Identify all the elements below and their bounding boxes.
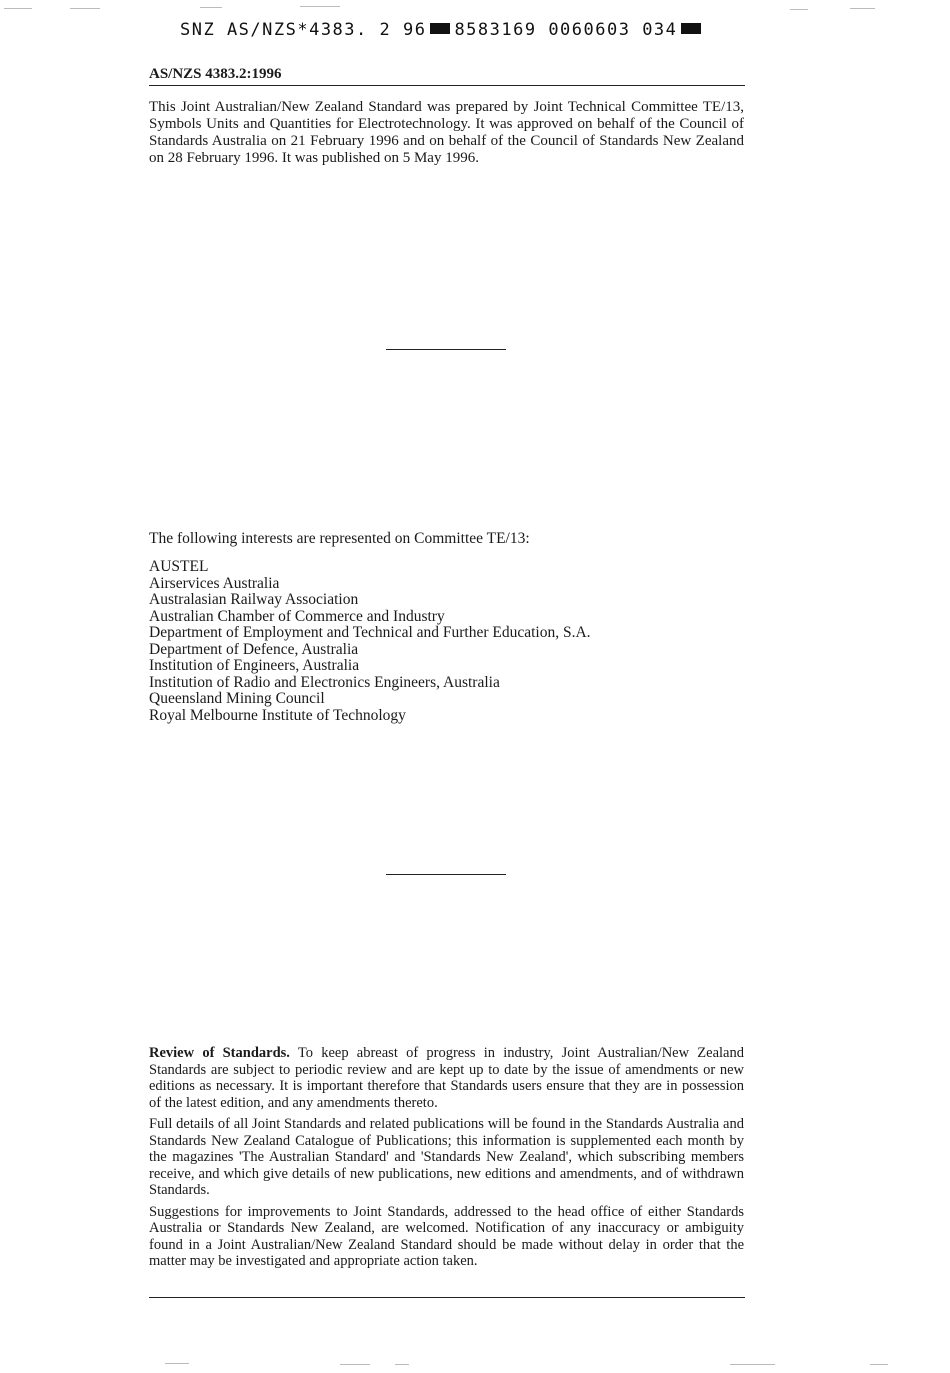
section-divider-2 (386, 874, 506, 875)
document-id: AS/NZS 4383.2:1996 (149, 66, 282, 82)
scan-code-header (180, 20, 705, 40)
interest-item: Royal Melbourne Institute of Technology (149, 706, 406, 724)
interest-item: AUSTEL (149, 558, 209, 575)
interest-item: Institution of Radio and Electronics Engineers, Australia (149, 673, 500, 691)
interest-item: Australian Chamber of Commerce and Industry (149, 607, 445, 625)
header-rule (149, 85, 745, 86)
review-paragraph-1 (149, 1045, 744, 1111)
interest-item: Australasian Railway Association (149, 591, 359, 608)
section-divider-1 (386, 349, 506, 350)
interest-item: Department of Employment and Technical and Further Education, S.A. (149, 624, 591, 641)
scan-code-part1: SNZ AS/NZS*4383. 2 96 (180, 20, 427, 40)
review-paragraph-2: Full details of all Joint Standards and related publications will be found in the Standards Australia and Standards New Zealand Catalogue of Publications; this information is supplemented each month by the magazines 'The Australian Standard' and 'Standards New Zealand', which subscribing members receive, and which give details of new publications, new editions and amendments, and of withdrawn Standards. (149, 1116, 744, 1198)
scan-block-mark-end (681, 23, 701, 34)
review-text-1: To keep abreast of progress in industry, Joint Australian/New Zealand Standards are subject to periodic review and are kept up to date by the issue of amendments or new editions as necessary. It is important therefore that Standards users ensure that they are in possession of the latest edition, and any amendments thereto. (149, 1045, 744, 1111)
interest-item: Department of Defence, Australia (149, 640, 359, 658)
interest-item: Airservices Australia (149, 574, 280, 592)
review-of-standards-section (149, 1045, 744, 1275)
scan-code-part2: 8583169 0060603 034 (454, 20, 678, 40)
interests-heading: The following interests are represented on Committee TE/13: (149, 530, 530, 547)
interests-list (149, 559, 591, 724)
scan-block-mark (430, 23, 450, 34)
review-paragraph-3: Suggestions for improvements to Joint Standards, addressed to the head office of either Standards Australia or Standards New Zealand, are welcomed. Notification of any inaccuracy or ambiguity found in a Joint Australian/New Zealand Standard should be made without delay in order that the matter may be investigated and appropriate action taken. (149, 1203, 744, 1269)
intro-paragraph: This Joint Australian/New Zealand Standard was prepared by Joint Technical Committee TE/13, Symbols Units and Quantities for Electrotechnology. It was approved on behalf of the Council of Standards Australia on 21 February 1996 and on behalf of the Council of Standards New Zealand on 28 February 1996. It was published on 5 May 1996. (149, 99, 744, 166)
footer-rule (149, 1297, 745, 1298)
interest-item: Institution of Engineers, Australia (149, 657, 360, 674)
interest-item: Queensland Mining Council (149, 690, 325, 707)
review-lead: Review of Standards. (149, 1045, 290, 1061)
